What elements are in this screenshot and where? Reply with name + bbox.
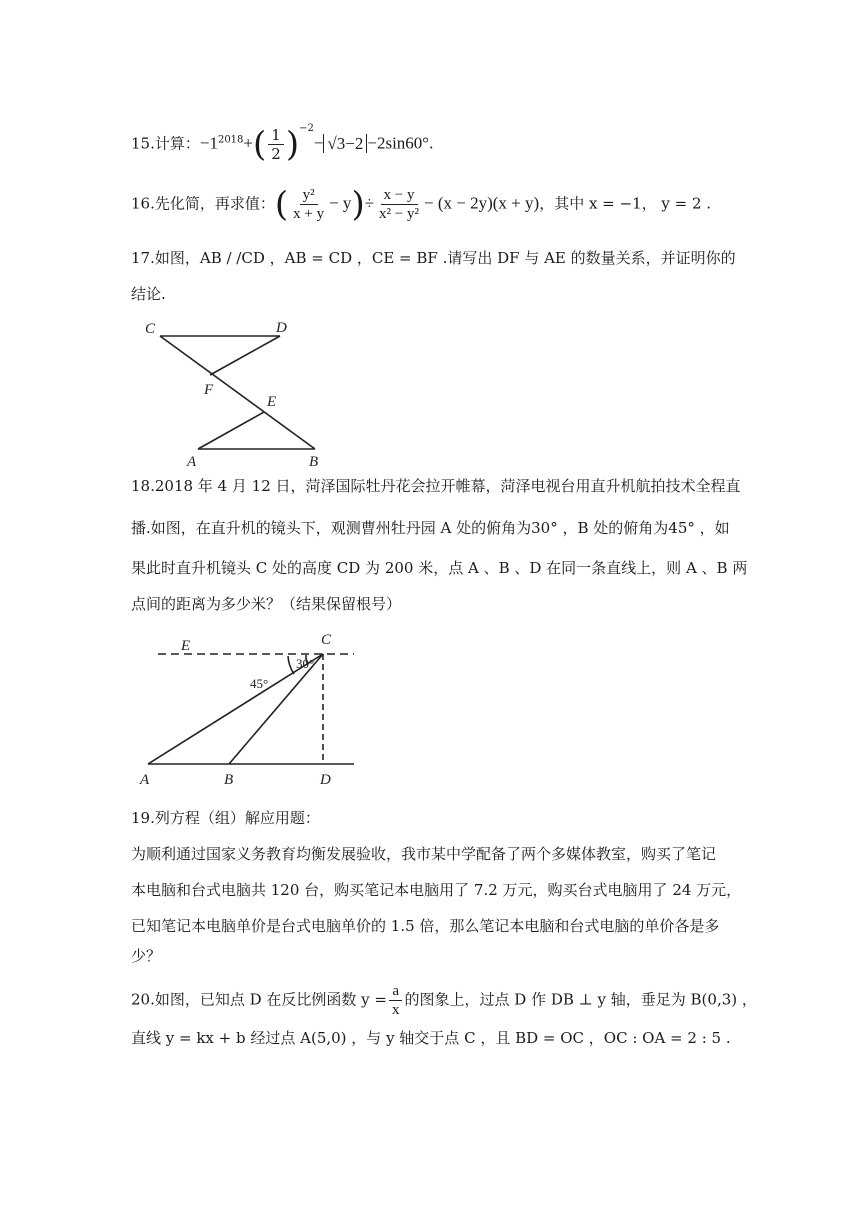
- segment-cb: [160, 336, 315, 449]
- segment-df: [210, 336, 280, 375]
- question-19-line-1: 为顺利通过国家义务教育均衡发展验收，我市某中学配备了两个多媒体教室，购买了笔记: [131, 845, 717, 863]
- q16-label: 16.先化简，再求值：: [131, 194, 275, 213]
- question-19-line-3: 已知笔记本电脑单价是台式电脑单价的 1.5 倍，那么笔记本电脑和台式电脑的单价各是多: [131, 917, 720, 935]
- label-d: D: [320, 772, 331, 788]
- label-c: C: [321, 632, 332, 648]
- angle-arc-45: [288, 656, 294, 674]
- q15-sqrt: √3: [327, 133, 346, 153]
- q15-frac-num: 1: [268, 126, 284, 145]
- q20-post: 的图象上，过点 D 作 DB ⊥ y 轴，垂足为 B(0,3) ，: [404, 990, 757, 1009]
- question-18-line-3: 果此时直升机镜头 C 处的高度 CD 为 200 米，点 A 、B 、D 在同一条直线上，则 A 、B 两: [131, 559, 748, 577]
- angle-45-label: 45°: [250, 676, 269, 691]
- label-e: E: [181, 638, 191, 654]
- q16-rest: − (x − 2y)(x + y): [424, 193, 540, 213]
- q16-f2-den: x² − y²: [379, 206, 420, 222]
- q16-minus-y: − y: [329, 193, 352, 213]
- figure-18: [136, 628, 366, 788]
- question-19-title: 19.列方程（组）解应用题：: [131, 809, 320, 827]
- label-a: A: [187, 454, 197, 468]
- question-18-line-1: 18.2018 年 4 月 12 日，菏泽国际牡丹花会拉开帷幕，菏泽电视台用直升机航拍技术全程直: [131, 477, 741, 495]
- q20-pre: 20.如图，已知点 D 在反比例函数 y =: [131, 990, 387, 1009]
- question-19-line-4: 少？: [131, 947, 162, 965]
- q16-fraction-2: [376, 186, 422, 223]
- q16-rparen: ): [351, 184, 365, 225]
- question-19-line-2: 本电脑和台式电脑共 120 台，购买笔记本电脑用了 7.2 万元，购买台式电脑用了 24 万元，: [131, 881, 742, 899]
- q16-fraction-1: [290, 186, 327, 223]
- q15-term-a: −1: [199, 133, 218, 153]
- q16-condition: ，其中 x = −1， y = 2 .: [539, 194, 712, 213]
- q15-abs: [323, 134, 367, 153]
- q16-f1-den: x + y: [293, 206, 325, 222]
- q15-label: 15.计算：: [131, 134, 200, 153]
- label-b: B: [224, 772, 234, 788]
- figure-17: [140, 318, 320, 468]
- label-c: C: [145, 321, 156, 337]
- q16-f1-num: y²: [300, 186, 318, 205]
- q20-frac-num: a: [389, 982, 402, 1001]
- label-e: E: [267, 394, 277, 410]
- q15-fraction: [268, 126, 284, 163]
- q15-minus: −: [313, 133, 324, 153]
- label-a: A: [140, 772, 150, 788]
- label-f: F: [204, 382, 214, 398]
- question-20-line-2: 直线 y = kx + b 经过点 A(5,0) ，与 y 轴交于点 C ，且 BD = OC ，OC : OA = 2 : 5 .: [131, 1029, 731, 1047]
- q20-fraction: [389, 982, 403, 1019]
- question-17-line-1: 17.如图，AB / /CD ，AB = CD ，CE = BF .请写出 DF 与 AE 的数量关系，并证明你的: [131, 249, 736, 267]
- q15-frac-den: 2: [271, 145, 281, 163]
- question-16: [131, 186, 711, 223]
- question-18-line-2: 播.如图，在直升机的镜头下，观测曹州牡丹园 A 处的俯角为30° ，B 处的俯角为45° ，如: [131, 519, 730, 537]
- q15-exp-a: 2018: [217, 134, 244, 146]
- question-17-line-2: 结论.: [131, 285, 166, 303]
- question-20-line-1: [131, 982, 757, 1019]
- question-15: [131, 122, 434, 165]
- q16-div: ÷: [364, 193, 375, 213]
- q15-tail: −2sin60°.: [367, 133, 434, 153]
- label-b: B: [309, 454, 319, 468]
- question-18-line-4: 点间的距离为多少米？（结果保留根号）: [131, 595, 402, 613]
- q15-minus-2: −2: [345, 133, 364, 153]
- q15-rparen: ): [285, 124, 300, 165]
- q20-frac-den: x: [392, 1002, 400, 1018]
- segment-ae: [198, 412, 264, 449]
- label-d: D: [276, 320, 287, 336]
- q15-lparen: (: [253, 124, 267, 165]
- q15-exp-b: −2: [299, 122, 314, 134]
- q16-lparen: (: [274, 184, 289, 225]
- angle-30-label: 30°: [296, 656, 315, 671]
- q16-f2-num: x − y: [381, 186, 418, 205]
- q15-plus: +: [243, 133, 253, 153]
